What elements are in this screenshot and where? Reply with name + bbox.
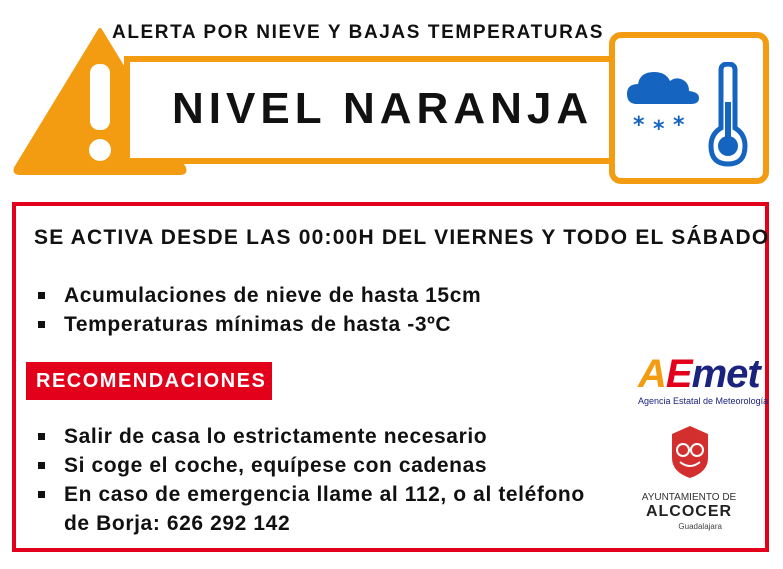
activation-period: SE ACTIVA DESDE LAS 00:00H DEL VIERNES Y TODO EL SÁBADO [34, 226, 770, 249]
list-item: Salir de casa lo estrictamente necesario [34, 422, 634, 451]
thermometer-icon [705, 62, 751, 168]
list-item: En caso de emergencia llame al 112, o al teléfono de Borja: 626 292 142 [34, 480, 604, 538]
aemet-subtitle: Agencia Estatal de Meteorología [638, 396, 769, 406]
list-item: Temperaturas mínimas de hasta -3ºC [34, 310, 594, 339]
aemet-wordmark: AEmet [638, 352, 760, 396]
crest-icon [668, 424, 712, 480]
weather-icon-panel [609, 32, 769, 184]
bullet-icon [38, 292, 45, 299]
bullet-icon [38, 321, 45, 328]
ayuntamiento-logo [632, 424, 762, 534]
aemet-logo [634, 352, 769, 410]
ayuntamiento-label: AYUNTAMIENTO DE [641, 492, 737, 503]
conditions-list [34, 281, 594, 339]
svg-text:*: * [673, 113, 685, 136]
recommendations-list [34, 422, 634, 538]
province-name: Guadalajara [678, 522, 722, 531]
list-item: Si coge el coche, equípese con cadenas [34, 451, 634, 480]
bullet-icon [38, 462, 45, 469]
bullet-icon [38, 433, 45, 440]
svg-text:*: * [653, 117, 665, 136]
recommendations-heading: RECOMENDACIONES [26, 362, 272, 400]
alert-level: NIVEL NARANJA [172, 84, 594, 133]
bullet-icon [38, 491, 45, 498]
town-name: ALCOCER [645, 503, 733, 520]
snow-cloud-icon [623, 66, 703, 136]
svg-text:*: * [633, 113, 645, 136]
alert-title: ALERTA POR NIEVE Y BAJAS TEMPERATURAS [112, 22, 605, 43]
list-item: Acumulaciones de nieve de hasta 15cm [34, 281, 594, 310]
